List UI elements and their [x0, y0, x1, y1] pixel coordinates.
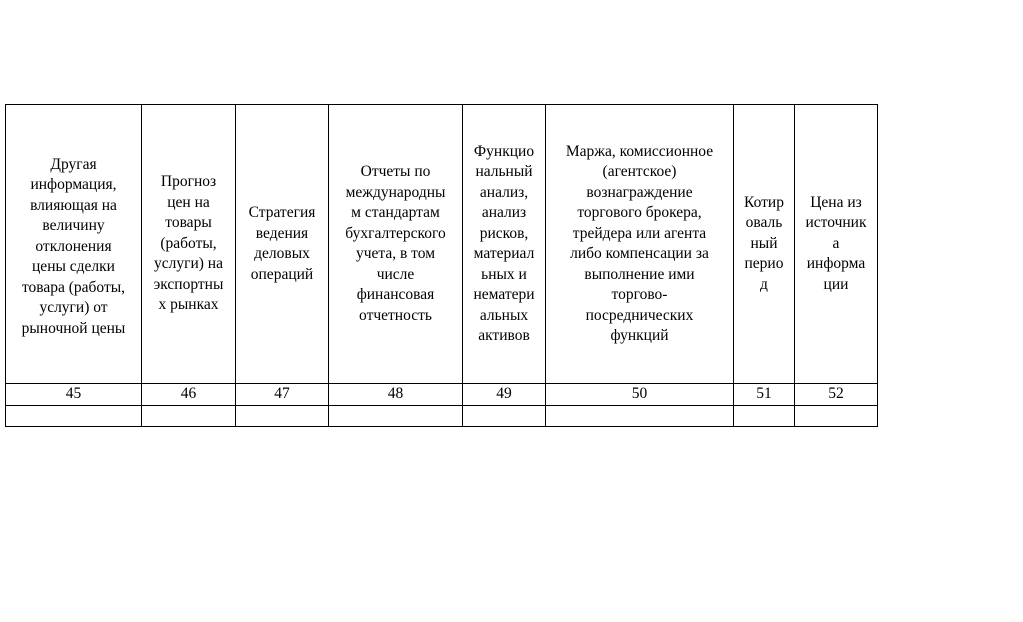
header-cell-49: Функцио нальный анализ, анализ рисков, материал ьных и нематери альных активов — [463, 105, 546, 384]
header-cell-51: Котир оваль ный перио д — [734, 105, 795, 384]
header-row — [6, 105, 878, 384]
empty-cell — [795, 405, 878, 426]
column-number-cell: 48 — [329, 384, 463, 406]
empty-cell — [6, 405, 142, 426]
column-number-cell: 52 — [795, 384, 878, 406]
header-cell-45: Другая информация, влияющая на величину отклонения цены сделки товара (работы, услуги) от рыночной цены — [6, 105, 142, 384]
empty-cell — [734, 405, 795, 426]
header-cell-50: Маржа, комиссионное (агентское) вознаграждение торгового брокера, трейдера или агента либо компенсации за выполнение ими торгово- посреднических функций — [546, 105, 734, 384]
empty-cell — [236, 405, 329, 426]
column-number-cell: 47 — [236, 384, 329, 406]
header-cell-47: Стратегия ведения деловых операций — [236, 105, 329, 384]
empty-cell — [329, 405, 463, 426]
data-table — [5, 104, 878, 427]
header-cell-48: Отчеты по международны м стандартам бухгалтерского учета, в том числе финансовая отчетность — [329, 105, 463, 384]
header-cell-52: Цена из источник а информа ции — [795, 105, 878, 384]
empty-cell — [463, 405, 546, 426]
column-number-cell: 51 — [734, 384, 795, 406]
column-number-row — [6, 384, 878, 406]
empty-data-row — [6, 405, 878, 426]
column-number-cell: 49 — [463, 384, 546, 406]
column-number-cell: 50 — [546, 384, 734, 406]
column-number-cell: 46 — [142, 384, 236, 406]
header-cell-46: Прогноз цен на товары (работы, услуги) на экспортны х рынках — [142, 105, 236, 384]
empty-cell — [546, 405, 734, 426]
column-number-cell: 45 — [6, 384, 142, 406]
empty-cell — [142, 405, 236, 426]
